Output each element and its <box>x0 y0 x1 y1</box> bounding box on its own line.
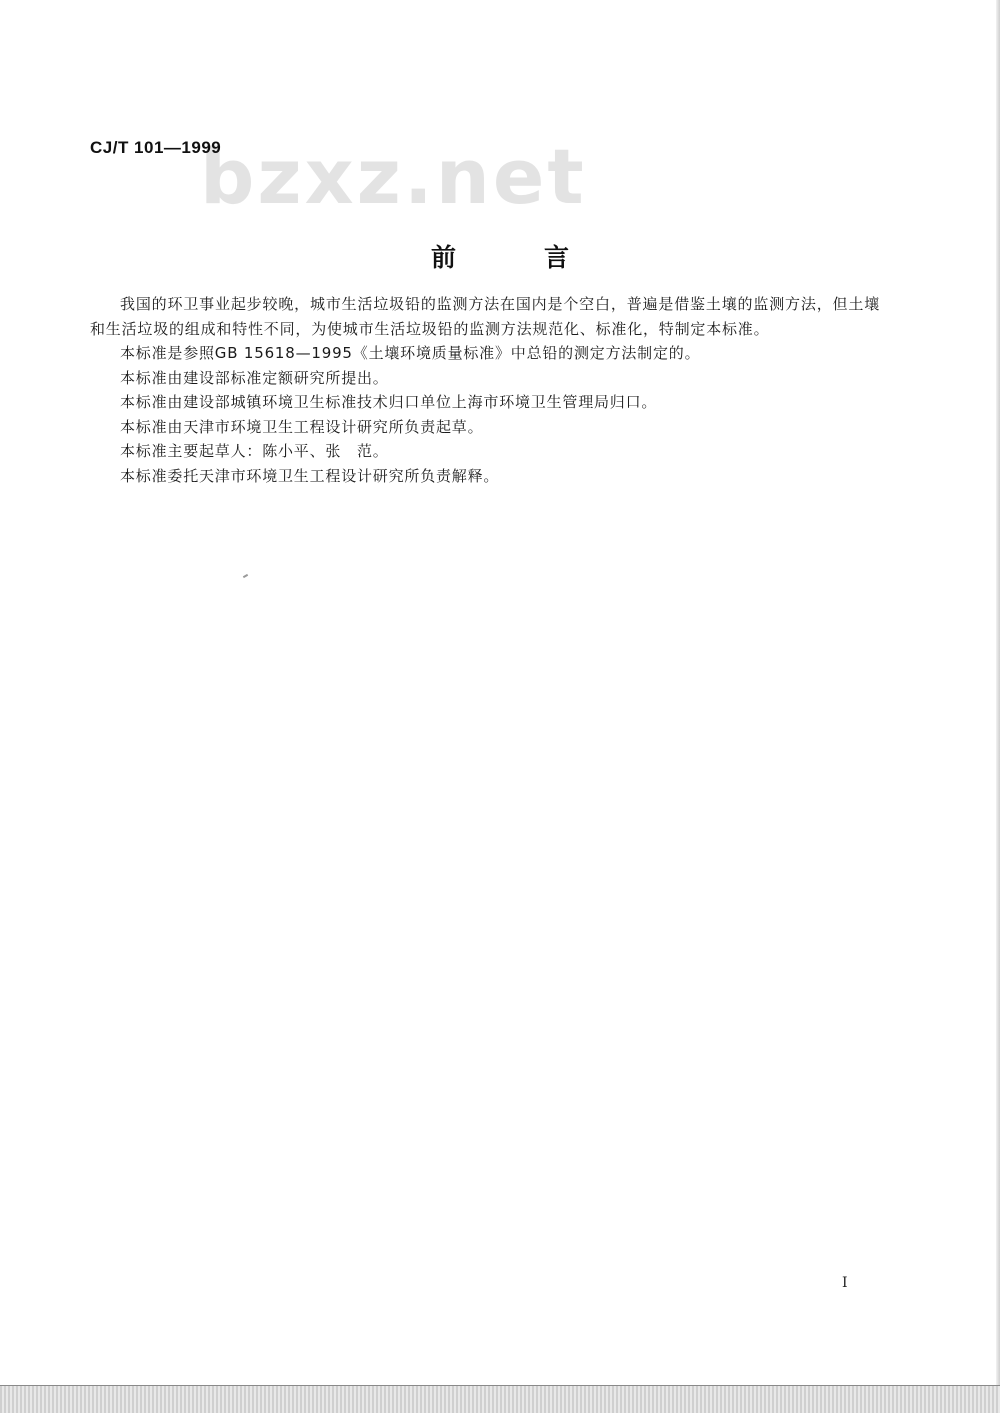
watermark-text: bzxz.net <box>200 132 587 221</box>
paragraph-administrator: 本标准由建设部城镇环境卫生标准技术归口单位上海市环境卫生管理局归口。 <box>120 393 658 411</box>
page-edge-right <box>996 0 1000 1385</box>
page-number: I <box>842 1275 848 1291</box>
scan-speck <box>243 574 248 578</box>
preface-body <box>90 292 880 488</box>
paragraph-proposer: 本标准由建设部标准定额研究所提出。 <box>120 368 389 387</box>
paragraph-drafting-unit: 本标准由天津市环境卫生工程设计研究所负责起草。 <box>120 417 484 436</box>
standard-code: CJ/T 101—1999 <box>90 138 222 157</box>
paragraph-drafters: 本标准主要起草人：陈小平、张 范。 <box>120 442 389 460</box>
paragraph-interpretation: 本标准委托天津市环境卫生工程设计研究所负责解释。 <box>120 466 500 485</box>
paragraph-reference: 本标准是参照GB 15618—1995《土壤环境质量标准》中总铅的测定方法制定的。 <box>120 344 701 362</box>
paragraph-background: 我国的环卫事业起步较晚，城市生活垃圾铅的监测方法在国内是个空白，普遍是借鉴土壤的监测方法，但土壤和生活垃圾的组成和特性不同，为使城市生活垃圾铅的监测方法规范化、标准化，特制定本标准。 <box>90 295 880 338</box>
page-edge-bottom <box>0 1385 1000 1413</box>
page-title: 前言 <box>430 243 657 272</box>
